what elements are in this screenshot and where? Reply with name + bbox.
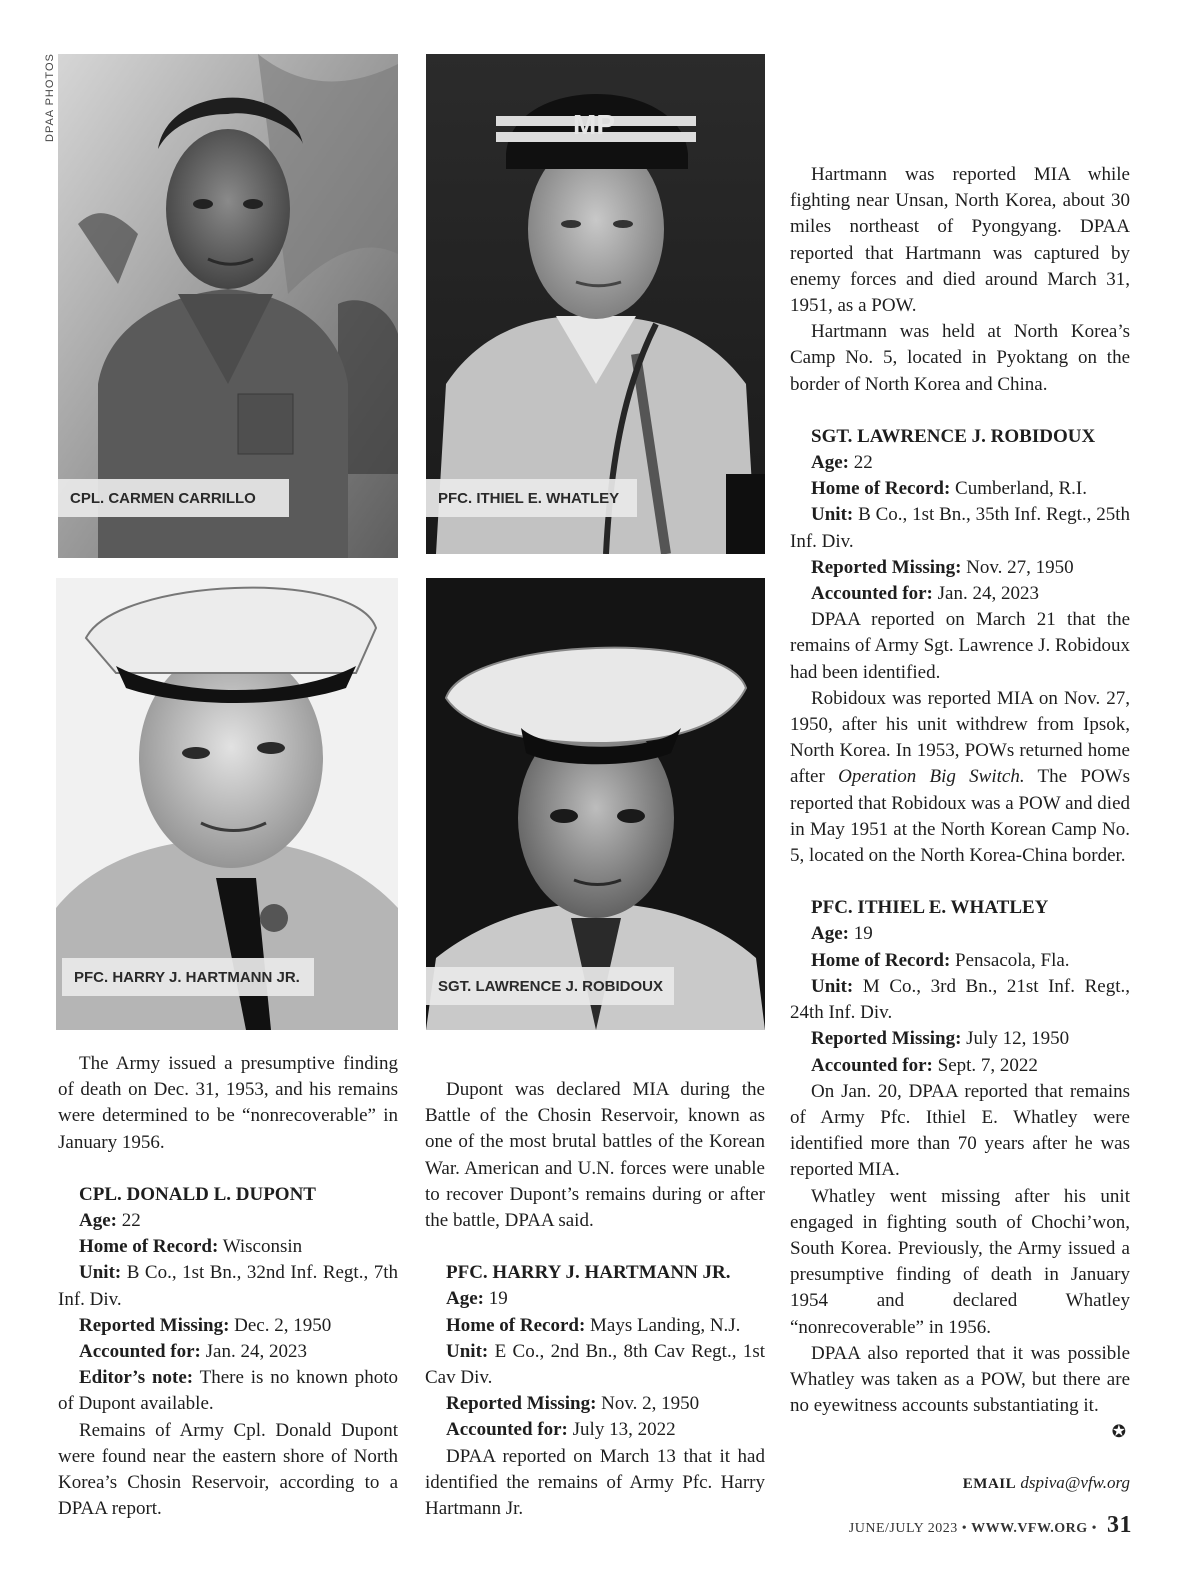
col1-paragraph-1: The Army issued a presumptive finding of death on Dec. 31, 1953, and his remains were determined to be “nonrecoverable” in January 1956.: [58, 1053, 398, 1153]
col3-paragraph-4: Robidoux was reported MIA on Nov. 27, 1950, after his unit withdrew from Ipsok, North Korea. In 1953, POWs returned home after Operation Big Switch. The POWs reported that Robidoux was a POW and died in May 1951 at the North Korean Camp No. 5, located on the North Korea-China border.: [790, 687, 1130, 867]
helmet-mp-text: MP: [573, 109, 615, 140]
page-footer: [849, 1512, 1132, 1539]
footer-separator-2: •: [1091, 1521, 1097, 1536]
hartmann-home: Home of Record: Mays Landing, N.J.: [446, 1314, 741, 1336]
email-address[interactable]: dspiva@vfw.org: [1020, 1473, 1130, 1492]
dupont-editors-note: Editor’s note: There is no known photo of Dupont available.: [58, 1367, 398, 1415]
col3-paragraph-3: DPAA reported on March 21 that the remains of Army Sgt. Lawrence J. Robidoux had been identified.: [790, 609, 1130, 683]
col1-paragraph-2: Remains of Army Cpl. Donald Dupont were found near the eastern shore of North Korea’s Chosin Reservoir, according to a DPAA report.: [58, 1419, 398, 1520]
column-1: [58, 1051, 398, 1522]
col3-paragraph-7: DPAA also reported that it was possible Whatley was taken as a POW, but there are no eyewitness accounts substantiating it. ✪: [790, 1341, 1130, 1420]
email-label: EMAIL: [962, 1476, 1017, 1492]
whatley-home: Home of Record: Pensacola, Fla.: [811, 949, 1070, 971]
end-mark-icon: ✪: [1111, 1422, 1126, 1443]
page-number: 31: [1107, 1512, 1132, 1538]
dupont-heading: CPL. DONALD L. DUPONT: [79, 1183, 316, 1205]
dupont-age: Age: 22: [79, 1210, 141, 1232]
dupont-accounted: Accounted for: Jan. 24, 2023: [79, 1341, 307, 1363]
robidoux-portrait-image: [426, 578, 765, 1030]
robidoux-accounted: Accounted for: Jan. 24, 2023: [811, 583, 1039, 605]
hartmann-heading: PFC. HARRY J. HARTMANN JR.: [446, 1262, 731, 1284]
caption-whatley: PFC. ITHIEL E. WHATLEY: [426, 479, 637, 517]
col3-paragraph-6: Whatley went missing after his unit engaged in fighting south of Chochi’won, South Korea. Previously, the Army issued a presumptive finding of death in January 1954 and declared Whatley “nonrecoverable” in 1956.: [790, 1185, 1130, 1338]
dupont-unit: Unit: B Co., 1st Bn., 32nd Inf. Regt., 7th Inf. Div.: [58, 1262, 398, 1310]
whatley-age: Age: 19: [811, 923, 873, 945]
footer-site[interactable]: WWW.VFW.ORG: [971, 1521, 1088, 1536]
col2-paragraph-1: Dupont was declared MIA during the Battle of the Chosin Reservoir, known as one of the most brutal battles of the Korean War. American and U.N. forces were unable to recover Dupont’s remains during or after the battle, DPAA said.: [425, 1079, 765, 1232]
caption-robidoux: SGT. LAWRENCE J. ROBIDOUX: [426, 967, 674, 1005]
hartmann-unit: Unit: E Co., 2nd Bn., 8th Cav Regt., 1st Cav Div.: [425, 1340, 765, 1389]
hartmann-accounted: Accounted for: July 13, 2022: [446, 1419, 676, 1441]
robidoux-home: Home of Record: Cumberland, R.I.: [811, 478, 1087, 500]
column-2: [425, 1077, 765, 1522]
footer-separator: •: [961, 1521, 968, 1536]
robidoux-missing: Reported Missing: Nov. 27, 1950: [811, 556, 1074, 578]
robidoux-heading: SGT. LAWRENCE J. ROBIDOUX: [811, 425, 1096, 447]
hartmann-age: Age: 19: [446, 1288, 508, 1310]
whatley-unit: Unit: M Co., 3rd Bn., 21st Inf. Regt., 24th Inf. Div.: [790, 975, 1131, 1024]
col2-paragraph-2: DPAA reported on March 13 that it had identified the remains of Army Pfc. Harry Hartmann Jr.: [425, 1445, 765, 1520]
col3-paragraph-2: Hartmann was held at North Korea’s Camp No. 5, located in Pyoktang on the border of North Korea and China.: [790, 321, 1130, 395]
dupont-home: Home of Record: Wisconsin: [79, 1236, 303, 1258]
col3-paragraph-1: Hartmann was reported MIA while fighting near Unsan, North Korea, about 30 miles northeast of Pyongyang. DPAA reported that Hartmann was captured by enemy forces and died around March 31, 1951, as a POW.: [790, 164, 1130, 317]
whatley-missing: Reported Missing: July 12, 1950: [811, 1028, 1070, 1050]
robidoux-age: Age: 22: [811, 452, 873, 474]
whatley-heading: PFC. ITHIEL E. WHATLEY: [811, 897, 1049, 919]
footer-date: JUNE/JULY 2023: [848, 1521, 958, 1536]
col3-paragraph-5: On Jan. 20, DPAA reported that remains of Army Pfc. Ithiel E. Whatley were identified more than 70 years after he was reported MIA.: [790, 1080, 1130, 1181]
dupont-missing: Reported Missing: Dec. 2, 1950: [79, 1314, 332, 1336]
robidoux-unit: Unit: B Co., 1st Bn., 35th Inf. Regt., 25th Inf. Div.: [790, 504, 1130, 552]
operation-big-switch: Operation Big Switch.: [838, 766, 1025, 788]
photo-credit: DPAA PHOTOS: [44, 53, 56, 142]
photo-robidoux: [426, 578, 765, 1030]
caption-carrillo: CPL. CARMEN CARRILLO: [58, 479, 289, 517]
caption-hartmann: PFC. HARRY J. HARTMANN JR.: [62, 958, 314, 996]
hartmann-missing: Reported Missing: Nov. 2, 1950: [446, 1393, 700, 1415]
column-3: [790, 162, 1130, 1446]
whatley-accounted: Accounted for: Sept. 7, 2022: [811, 1054, 1038, 1076]
author-email: [963, 1473, 1130, 1493]
